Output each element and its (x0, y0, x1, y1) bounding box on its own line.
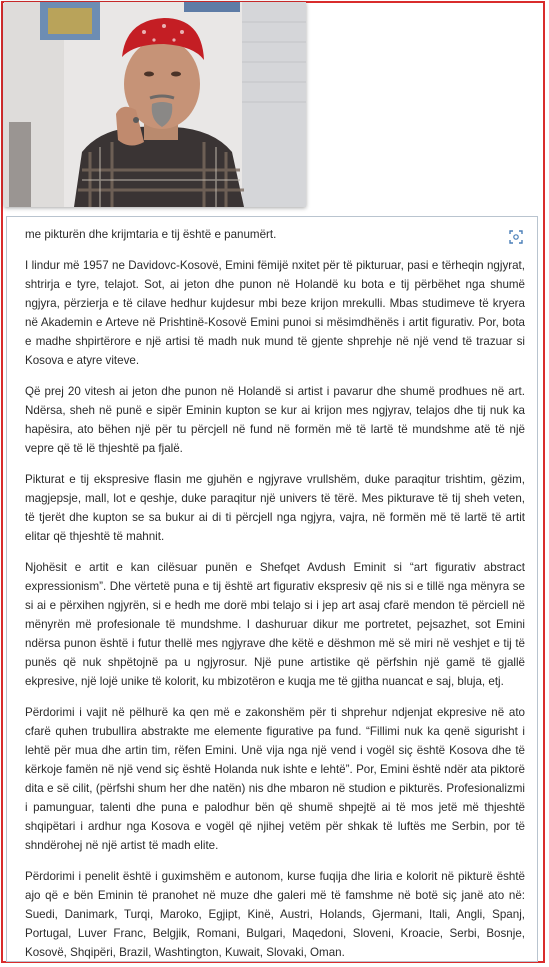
portrait-photo (4, 2, 306, 207)
article-box (6, 216, 538, 962)
paragraph-exhibitions: Përdorimi i penelit është i guximshëm e autonom, kurse fuqija dhe liria e kolorit në pikturë është ajo që e bën Eminin të pranohet në muze dhe galeri më të famshme në botë siç janë ato në: Suedi, Danimark, Turqi, Maroko, Egjipt, Kinë, Austri, Holands, Gjermani, Itali, Angli, Spanj, Portugal, Luver Franc, Belgjik, Romani, Bulgari, Maqedoni, Sloveni, Kroacie, Serbi, Bosnje, Kosovë, Shqipëri, Brazil, Washtington, Kuwait, Slovaki, Oman. (25, 870, 525, 959)
paragraph-paintings: Pikturat e tij ekspresive flasin me gjuhën e ngjyrave vrullshëm, duke paraqitur trishtim, gëzim, magjepsje, mall, lot e qeshje, duke paraqitur një univers të tërë. Mes pikturave të tij sheh veten, të tjerët dhe kupton se sa bukur ai di ti përcjell nga ngjyra, vajra, në formën më të lartë të artit elitar që thjeshtë të mahnit. (25, 473, 525, 543)
paragraph-critics: Njohësit e artit e kan cilësuar punën e Shefqet Avdush Eminit si “art figurativ abstract expressionism”. Dhe vërtetë puna e tij është art figurativ ekspresiv që nis si e tillë nga mënyra se si ai e përxihen ngjyrën, si e hedh me dorë mbi telajo si i jep art asaj cfarë mendon të përciell në mënyrën më profesionale të mundshme. I dashuruar dikur me portretet, pejsazhet, sot Emini ndërsa punon është i futur thellë mes ngjyrave dhe këtë e dëshmon më së miri në veshjet e tij të punës që nuk shpëtojnë pa u ngjyrosur. Një pune artistike që përfshin një gamë të gjallë ekpresive, një lojë unike të kolorit, ku mbizotëron e kuqja me të gjitha nuancat e saj, bluja, etj. (25, 561, 525, 688)
paragraph-holland: Që prej 20 vitesh ai jeton dhe punon në Holandë si artist i pavarur dhe shumë prodhues në art. Ndërsa, sheh në punë e sipër Eminin kupton se kur ai krijon mes ngjyrav, telajos dhe tij nuk ka hapësira, ato bëhen një për tu përcjell në fund në formën më të lartë të mundshme atë të një vepre që të lë thjeshtë pa fjalë. (25, 385, 525, 455)
paragraph-intro: me pikturën dhe krijmtaria e tij është e panumërt. (25, 228, 277, 241)
portrait-image (4, 2, 306, 207)
article-text (25, 225, 525, 962)
paragraph-biography: I lindur më 1957 ne Davidovc-Kosovë, Emini fëmijë nxitet për të pikturuar, pasi e tërheqin ngjyrat, shtrirja e tyre, telajot. Sot, ai jeton dhe punon në Holandë ku bota e tij përbëhet nga shumë ngjyra, përzierja e të cilave hedhur kujdesur mbi beze krijon mrekulli. Mbas studimeve të kryera në Akademin e Arteve në Prishtinë-Kosovë Emini punoi si mësimdhënës i artit figurativ. Por, bota e madhe shpirtërore e një artisi të madh nuk mund të gjente shprehje në një vend të trazuar si Kosova e atyre viteve. (25, 259, 525, 367)
paragraph-oil-technique: Përdorimi i vajit në pëlhurë ka qen më e zakonshëm për ti shprehur ndjenjat ekpresive në ato cfarë quhen trubullira abstrakte me elemente figurative pa fund. “Fillimi nuk ka qenë sigurisht i lehtë për mua dhe artin tim, rëfen Emini. Unë vija nga një vend i vogël siç është Kosova dhe të kërkoje famën në një vend siç është Holanda nuk ishte e lehtë”. Por, Emini është ndër ata piktorë dita e së cilit, (përfshi shum her dhe natën) nis dhe mbaron në studion e pikturës. Profesionalizmi i pamunguar, talenti dhe puna e palodhur bën që shumë shpejtë ai të mos jetë më thjeshtë shqipëtari i ardhur nga Kosova e vogël që njihej vetëm për shkak të luftës me Serbin, por të shndërohej në një artist të madh elite. (25, 706, 525, 852)
